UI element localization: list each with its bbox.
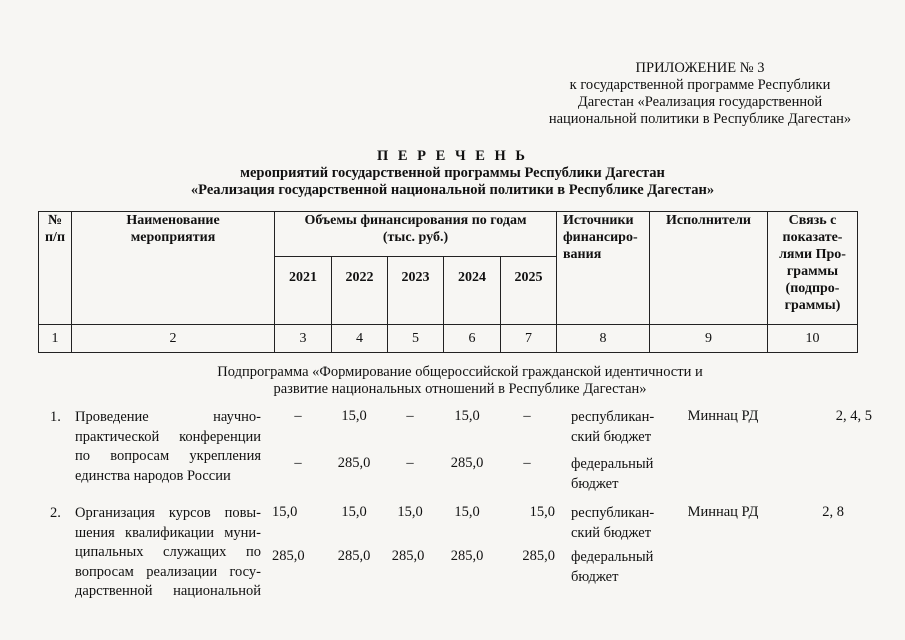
funding-source: федеральный бюджет <box>571 456 654 492</box>
funding-source: республикан- ский бюджет <box>571 409 655 445</box>
annex-header <box>520 60 880 128</box>
funding-cell: 15,0 <box>341 408 367 424</box>
row-name: Проведение научно- практической конференции по вопросам укрепления единства народов России <box>75 409 261 484</box>
document-title <box>0 148 905 199</box>
header-funding: Объемы финансирования по годам (тыс. руб.) <box>275 212 557 257</box>
annex-line: к государственной программе Республики <box>569 77 831 93</box>
funding-cell: 285,0 <box>337 455 371 471</box>
funding-cell: – <box>294 408 302 424</box>
column-number: 3 <box>275 325 332 353</box>
funding-cell: 15,0 <box>529 504 555 520</box>
header-link: Связь с показате- лями Про- граммы (подпро- граммы) <box>768 212 858 325</box>
indicator-link: 2, 4, 5 <box>835 408 872 424</box>
header-year: 2025 <box>501 257 557 325</box>
funding-cell: 285,0 <box>522 548 555 564</box>
funding-cell: – <box>406 408 414 424</box>
funding-cell: 15,0 <box>454 408 480 424</box>
funding-source: республикан- ский бюджет <box>571 505 655 541</box>
column-number: 2 <box>72 325 275 353</box>
column-number: 8 <box>557 325 650 353</box>
title-line: мероприятий государственной программы Республики Дагестан <box>240 165 665 181</box>
title-heading: П Е Р Е Ч Е Н Ь <box>376 148 529 164</box>
funding-cell: – <box>406 455 414 471</box>
funding-cell: 15,0 <box>341 504 367 520</box>
funding-source: федеральный бюджет <box>571 549 654 585</box>
funding-cell: 15,0 <box>397 504 423 520</box>
header-year: 2023 <box>388 257 444 325</box>
header-year: 2021 <box>275 257 332 325</box>
header-num: № п/п <box>39 212 72 325</box>
annex-line: национальной политики в Республике Дагестан» <box>548 111 852 127</box>
column-number: 1 <box>39 325 72 353</box>
funding-cell: 285,0 <box>337 548 371 564</box>
indicator-link: 2, 8 <box>822 504 844 520</box>
column-number: 7 <box>501 325 557 353</box>
funding-cell: – <box>294 455 302 471</box>
funding-cell: 285,0 <box>391 548 425 564</box>
column-number: 9 <box>650 325 768 353</box>
events-table <box>38 211 858 353</box>
funding-cell: – <box>523 408 531 424</box>
row-number: 2. <box>50 505 61 521</box>
funding-cell: 285,0 <box>450 455 484 471</box>
header-year: 2024 <box>444 257 501 325</box>
executor: Миннац РД <box>687 504 759 520</box>
annex-title: ПРИЛОЖЕНИЕ № 3 <box>635 60 765 76</box>
header-name: Наименование мероприятия <box>72 212 275 325</box>
title-line: «Реализация государственной национальной политики в Республике Дагестан» <box>190 182 715 198</box>
subprogram-heading: Подпрограмма «Формирование общероссийской гражданской идентичности и развитие национальных отношений в Республике Дагестан» <box>217 364 703 397</box>
funding-cell: – <box>523 455 531 471</box>
header-sources: Источники финансиро- вания <box>557 212 650 325</box>
funding-cell: 15,0 <box>272 504 298 520</box>
column-number: 10 <box>768 325 858 353</box>
column-number: 6 <box>444 325 501 353</box>
funding-cell: 285,0 <box>450 548 484 564</box>
funding-cell: 285,0 <box>272 548 305 564</box>
column-numbers-row <box>39 325 858 353</box>
funding-cell: 15,0 <box>454 504 480 520</box>
header-executors: Исполнители <box>650 212 768 325</box>
column-number: 5 <box>388 325 444 353</box>
annex-line: Дагестан «Реализация государственной <box>577 94 823 110</box>
row-number: 1. <box>50 409 61 425</box>
executor: Миннац РД <box>687 408 759 424</box>
column-number: 4 <box>332 325 388 353</box>
row-name: Организация курсов повы- шения квалификации муни- ципальных служащих по вопросам реализации госу- дарственной национальной <box>75 505 261 599</box>
header-year: 2022 <box>332 257 388 325</box>
